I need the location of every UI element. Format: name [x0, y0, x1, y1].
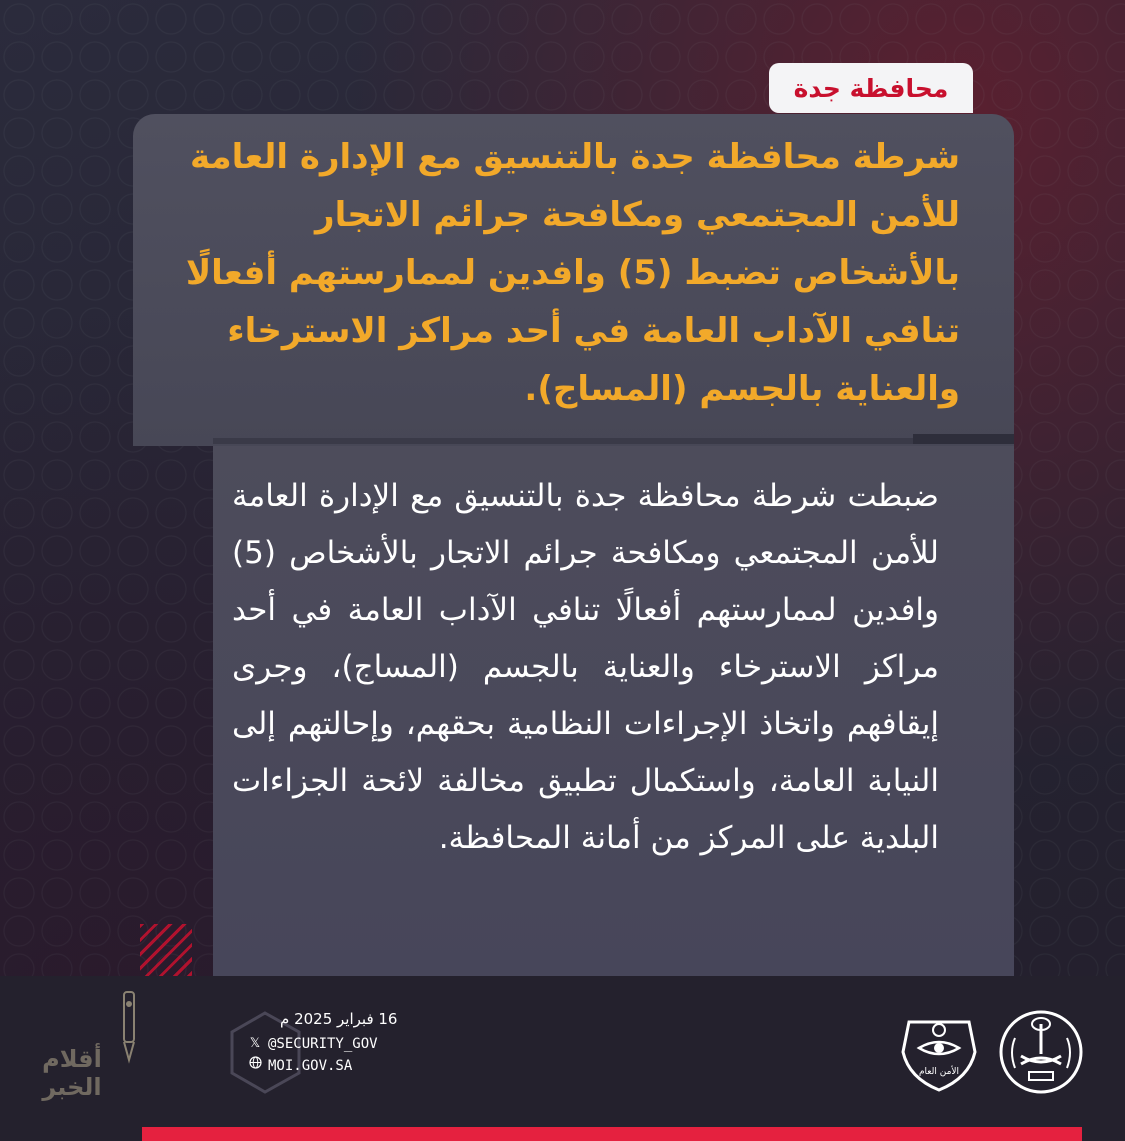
body-text: ضبطت شرطة محافظة جدة بالتنسيق مع الإدارة العامة للأمن المجتمعي ومكافحة جرائم الاتجار بالأشخاص (5) وافدين لممارستهم أفعالًا تنافي الآداب العامة في أحد مراكز الاسترخاء والعناية بالجسم (المساج)، وجرى إيقافهم واتخاذ الإجراءات النظامية بحقهم، وإحالتهم إلى النيابة العامة، واستكمال تطبيق مخالفة لائحة الجزاءات البلدية على المركز من أمانة المحافظة.: [232, 478, 939, 856]
website-link[interactable]: [248, 1055, 378, 1077]
globe-icon: [248, 1055, 262, 1077]
website-url: MOI.GOV.SA: [268, 1058, 353, 1074]
x-handle: @SECURITY_GOV: [268, 1036, 378, 1052]
watermark-text: أقلام الخبر: [42, 1045, 102, 1101]
panel-divider-notch: [913, 434, 1014, 444]
x-link[interactable]: [248, 1033, 378, 1055]
x-logo-icon: 𝕏: [249, 1036, 261, 1051]
ministry-emblem-icon: [997, 1008, 1085, 1096]
panel-divider: [213, 438, 913, 444]
date-label: 16 فبراير 2025 م: [280, 1010, 398, 1028]
headline-text: شرطة محافظة جدة بالتنسيق مع الإدارة العامة للأمن المجتمعي ومكافحة جرائم الاتجار بالأشخاص تضبط (5) وافدين لممارستهم أفعالًا تنافي الآداب العامة في أحد مراكز الاسترخاء والعناية بالجسم (المساج).: [185, 137, 960, 409]
region-tag: محافظة جدة: [769, 63, 973, 113]
public-security-logo-icon: [895, 1008, 983, 1094]
social-links: [248, 1033, 378, 1077]
public-security-logo-text: الأمن العام: [918, 1067, 960, 1077]
bottom-red-bar: [142, 1127, 1082, 1141]
